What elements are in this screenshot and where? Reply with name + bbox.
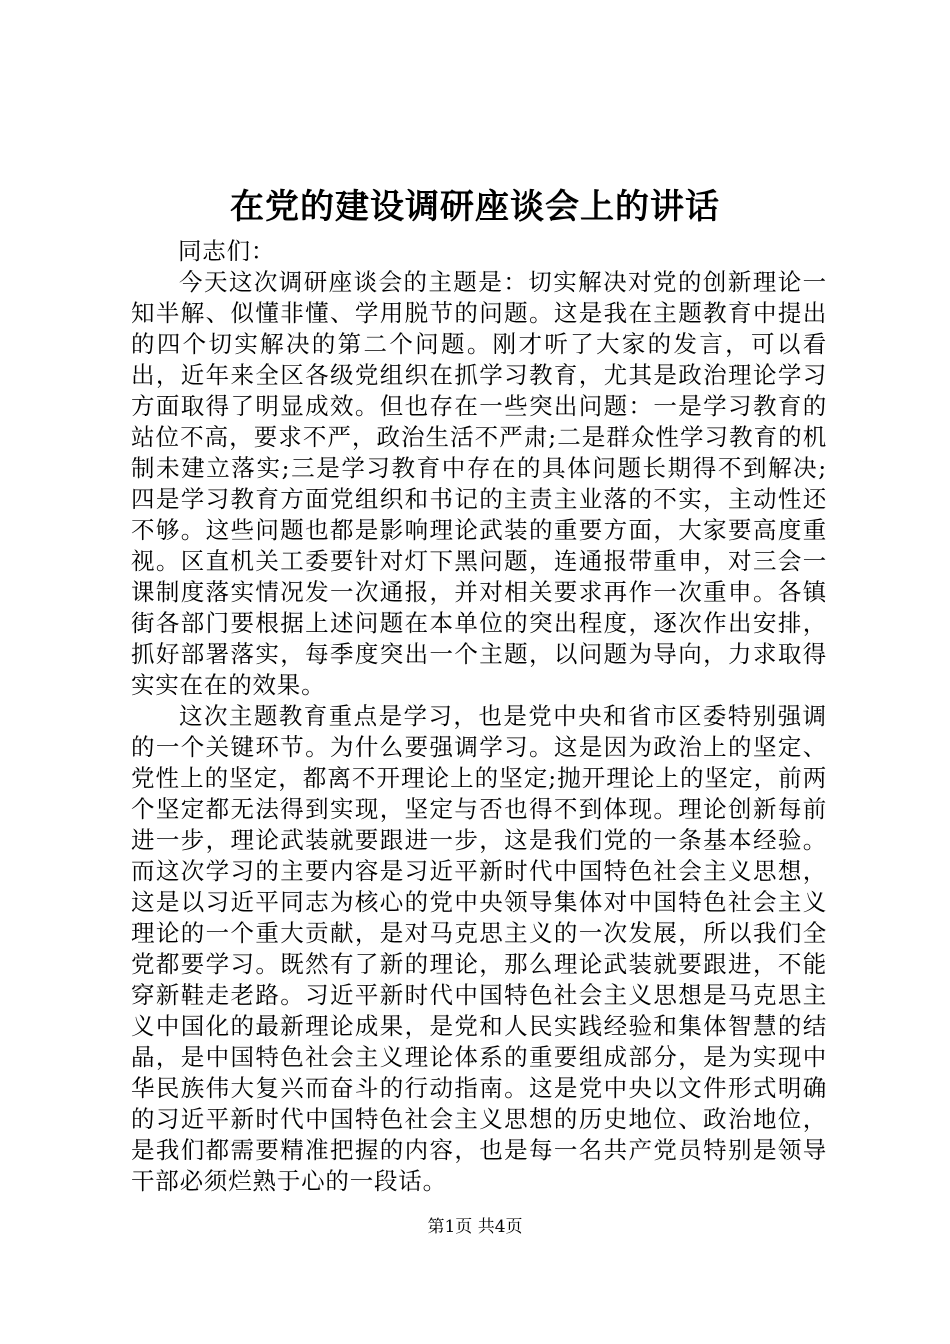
paragraph-1: 今天这次调研座谈会的主题是：切实解决对党的创新理论一知半解、似懂非懂、学用脱节的问题。这是我在主题教育中提出的四个切实解决的第二个问题。刚才听了大家的发言，可以看出，近年来全区各级党组织在抓学习教育，尤其是政治理论学习方面取得了明显成效。但也存在一些突出问题：一是学习教育的站位不高，要求不严，政治生活不严肃;二是群众性学习教育的机制未建立落实;三是学习教育中存在的具体问题长期得不到解决;四是学习教育方面党组织和书记的主责主业落的不实，主动性还不够。这些问题也都是影响理论武装的重要方面，大家要高度重视。区直机关工委要针对灯下黑问题，连通报带重申，对三会一课制度落实情况发一次通报，并对相关要求再作一次重申。各镇街各部门要根据上述问题在本单位的突出程度，逐次作出安排，抓好部署落实，每季度突出一个主题，以问题为导向，力求取得实实在在的效果。 (131, 268, 827, 699)
page-number-footer: 第1页 共4页 (427, 1217, 523, 1237)
paragraph-2: 这次主题教育重点是学习，也是党中央和省市区委特别强调的一个关键环节。为什么要强调学习。这是因为政治上的坚定、党性上的坚定，都离不开理论上的坚定;抛开理论上的坚定，前两个坚定都无法得到实现，坚定与否也得不到体现。理论创新每前进一步，理论武装就要跟进一步，这是我们党的一条基本经验。而这次学习的主要内容是习近平新时代中国特色社会主义思想，这是以习近平同志为核心的党中央领导集体对中国特色社会主义理论的一个重大贡献，是对马克思主义的一次发展，所以我们全党都要学习。既然有了新的理论，那么理论武装就要跟进，不能穿新鞋走老路。习近平新时代中国特色社会主义思想是马克思主义中国化的最新理论成果，是党和人民实践经验和集体智慧的结晶，是中国特色社会主义理论体系的重要组成部分，是为实现中华民族伟大复兴而奋斗的行动指南。这是党中央以文件形式明确的习近平新时代中国特色社会主义思想的历史地位、政治地位，是我们都需要精准把握的内容，也是每一名共产党员特别是领导干部必须烂熟于心的一段话。 (131, 702, 827, 1195)
document-title: 在党的建设调研座谈会上的讲话 (230, 187, 720, 227)
document-body (131, 236, 827, 1197)
salutation: 同志们： (178, 237, 276, 265)
